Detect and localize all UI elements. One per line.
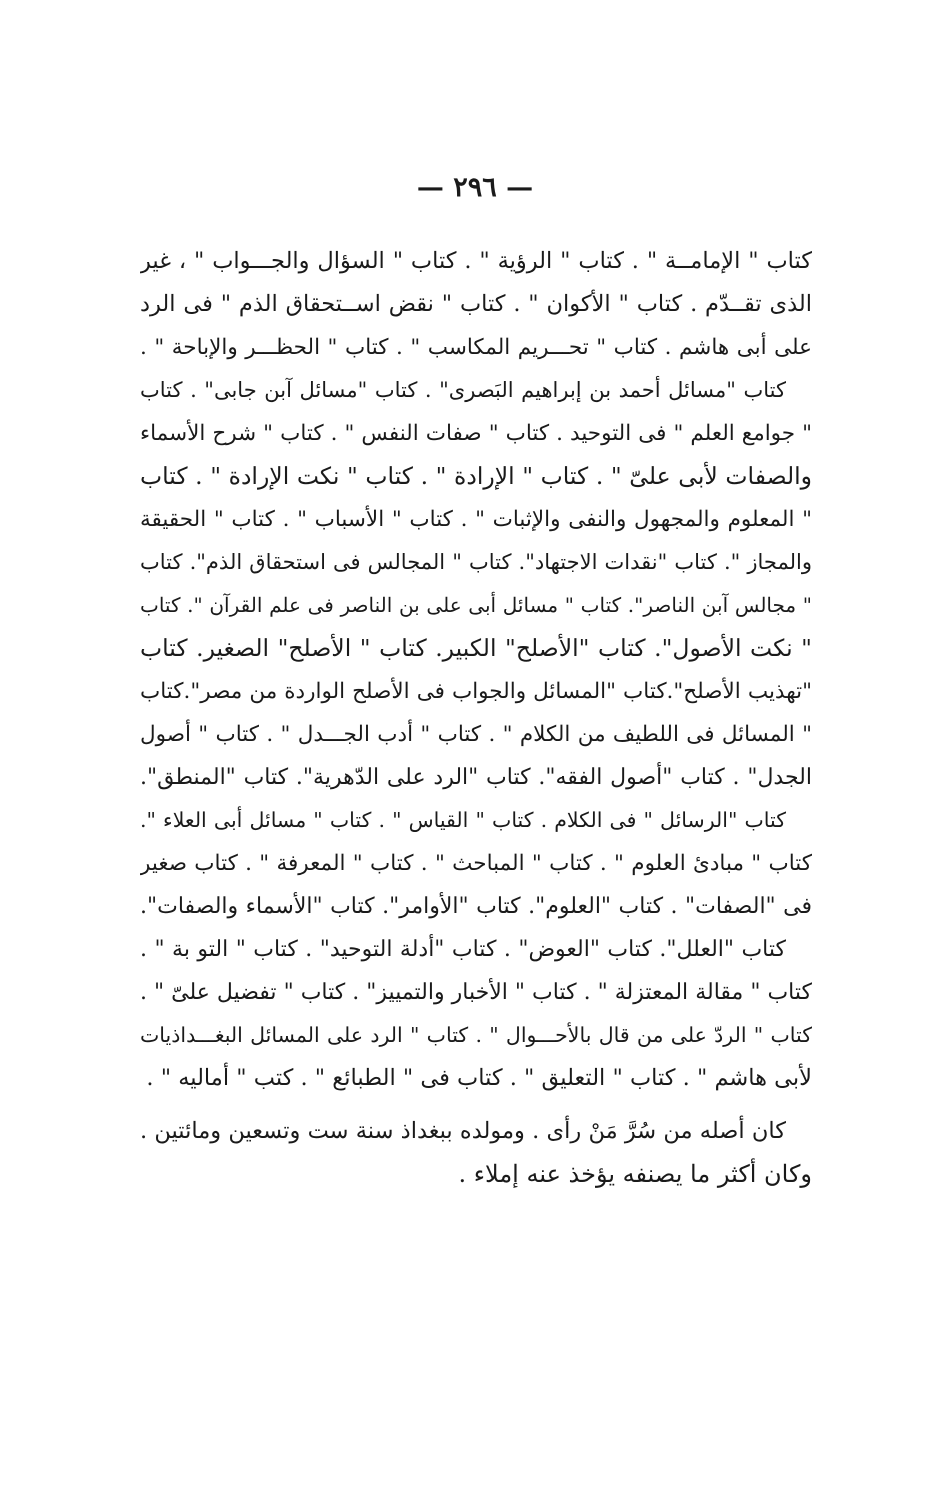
text-line: كتاب " مبادئ العلوم " . كتاب " المباحث " . كتاب " المعرفة " . كتاب صغير [140, 851, 812, 876]
text-line: فى "الصفات" . كتاب "العلوم". كتاب "الأوامر". كتاب "الأسماء والصفات". [140, 894, 812, 919]
text-line: "تهذيب الأصلح".كتاب "المسائل والجواب فى الأصلح الواردة من مصر".كتاب [140, 679, 812, 704]
text-line: كتاب " الإمامــة " . كتاب " الرؤية " . كتاب " السؤال والجـــواب " ، غير [140, 248, 812, 274]
text-line: كتاب "مسائل أحمد بن إبراهيم البَصرى" . كتاب "مسائل آبن جابى" . كتاب [140, 378, 786, 402]
text-line: الذى تقــدّم . كتاب " الأكوان " . كتاب " نقض اســتحقاق الذم " فى الرد [140, 291, 812, 317]
text-line: " المسائل فى اللطيف من الكلام " . كتاب " أدب الجـــدل " . كتاب " أصول [140, 722, 812, 747]
text-line: والمجاز ". كتاب "نقدات الاجتهاد". كتاب " المجالس فى استحقاق الذم". كتاب [140, 550, 812, 574]
main-text [140, 240, 812, 1196]
text-line: " نكت الأصول". كتاب "الأصلح" الكبير. كتاب " الأصلح" الصغير. كتاب [140, 634, 812, 662]
text-line: وكان أكثر ما يصنفه يؤخذ عنه إملاء . [458, 1160, 812, 1188]
text-line: على أبى هاشم . كتاب " تحـــريم المكاسب " . كتاب " الحظـــر والإباحة " . [140, 335, 812, 360]
text-line: كان أصله من سُرَّ مَنْ رأى . ومولده ببغداذ سنة ست وتسعين ومائتين . [140, 1118, 786, 1144]
paragraph-break [140, 1100, 812, 1110]
text-line: " مجالس آبن الناصر". كتاب " مسائل أبى على بن الناصر فى علم القرآن ". كتاب [140, 593, 812, 617]
text-line: الجدل" . كتاب "أصول الفقه". كتاب "الرد على الدّهرية". كتاب "المنطق". [140, 765, 812, 790]
text-line: لأبى هاشم " . كتاب " التعليق " . كتاب فى " الطبائع " . كتب " أماليه " . [146, 1065, 812, 1091]
text-line: والصفات لأبى علىّ " . كتاب " الإرادة " . كتاب " نكت الإرادة " . كتاب [140, 462, 812, 490]
text-line: " جوامع العلم " فى التوحيد . كتاب " صفات النفس " . كتاب " شرح الأسماء [140, 421, 812, 446]
text-line: " المعلوم والمجهول والنفى والإثبات " . كتاب " الأسباب " . كتاب " الحقيقة [140, 507, 812, 532]
text-line: كتاب " مقالة المعتزلة " . كتاب " الأخبار والتمييز" . كتاب " تفضيل علىّ " . [140, 980, 812, 1005]
page-number: — ٢٩٦ — [416, 172, 534, 203]
text-line: كتاب "العلل". كتاب "العوض" . كتاب "أدلة التوحيد" . كتاب " التو بة " . [140, 937, 786, 962]
text-line: كتاب "الرسائل " فى الكلام . كتاب " القياس " . كتاب " مسائل أبى العلاء ". [140, 808, 786, 832]
text-line: كتاب " الردّ على من قال بالأحـــوال " . كتاب " الرد على المسائل البغـــداذيات [140, 1023, 812, 1047]
